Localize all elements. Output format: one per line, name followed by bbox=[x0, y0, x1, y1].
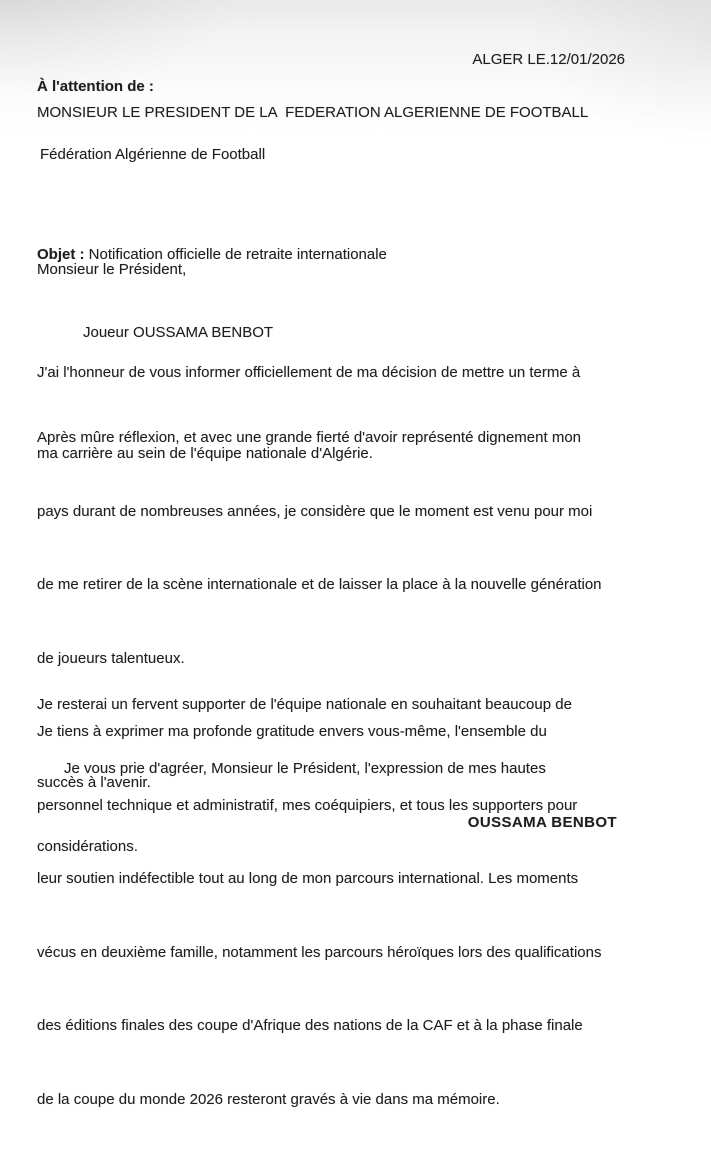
paragraph-line: Je tiens à exprimer ma profonde gratitude envers vous-même, l'ensemble du bbox=[37, 723, 547, 740]
paragraph-line: Je resterai un fervent supporter de l'équipe nationale en souhaitant beaucoup de bbox=[37, 696, 572, 713]
paragraph-line: de joueurs talentueux. bbox=[37, 649, 185, 667]
paragraph-line: de la coupe du monde 2026 resteront gravés à vie dans ma mémoire. bbox=[37, 1090, 500, 1108]
organization-line: Fédération Algérienne de Football bbox=[40, 146, 266, 163]
paragraph-line: de me retirer de la scène internationale et de laisser la place à la nouvelle génération bbox=[37, 576, 602, 593]
recipient-line: MONSIEUR LE PRESIDENT DE LA FEDERATION ALGERIENNE DE FOOTBALL bbox=[37, 104, 589, 121]
paragraph-line: des éditions finales des coupe d'Afrique des nations de la CAF et à la phase finale bbox=[37, 1017, 583, 1034]
attention-label: À l'attention de : bbox=[37, 78, 154, 95]
closing-paragraph bbox=[37, 704, 671, 912]
paragraph-line: vécus en deuxième famille, notamment les parcours héroïques lors des qualifications bbox=[37, 943, 602, 961]
subject-player-line: Joueur OUSSAMA BENBOT bbox=[83, 324, 274, 341]
paragraph-line: J'ai l'honneur de vous informer officiellement de ma décision de mettre un terme à bbox=[37, 364, 581, 381]
paragraph-line: Après mûre réflexion, et avec une grande fierté d'avoir représenté dignement mon bbox=[37, 429, 581, 446]
paragraph-line: considérations. bbox=[37, 838, 138, 855]
paragraph-line: Je vous prie d'agréer, Monsieur le Président, l'expression de mes hautes bbox=[64, 760, 546, 777]
paragraph-line: personnel technique et administratif, mes coéquipiers, et tous les supporters pour bbox=[37, 796, 578, 814]
paragraph-line: succès à l'avenir. bbox=[37, 774, 151, 791]
salutation: Monsieur le Président, bbox=[37, 261, 187, 278]
date-line: ALGER LE.12/01/2026 bbox=[472, 51, 625, 68]
paragraph-line: leur soutien indéfectible tout au long de mon parcours international. Les moments bbox=[37, 870, 579, 887]
paragraph-line: pays durant de nombreuses années, je considère que le moment est venu pour moi bbox=[37, 502, 593, 520]
paragraph-line: ma carrière au sein de l'équipe nationale d'Algérie. bbox=[37, 445, 373, 462]
subject-label: Objet : bbox=[37, 246, 85, 263]
subject-text: Notification officielle de retraite internationale bbox=[84, 246, 387, 263]
signature-name: OUSSAMA BENBOT bbox=[467, 814, 617, 831]
